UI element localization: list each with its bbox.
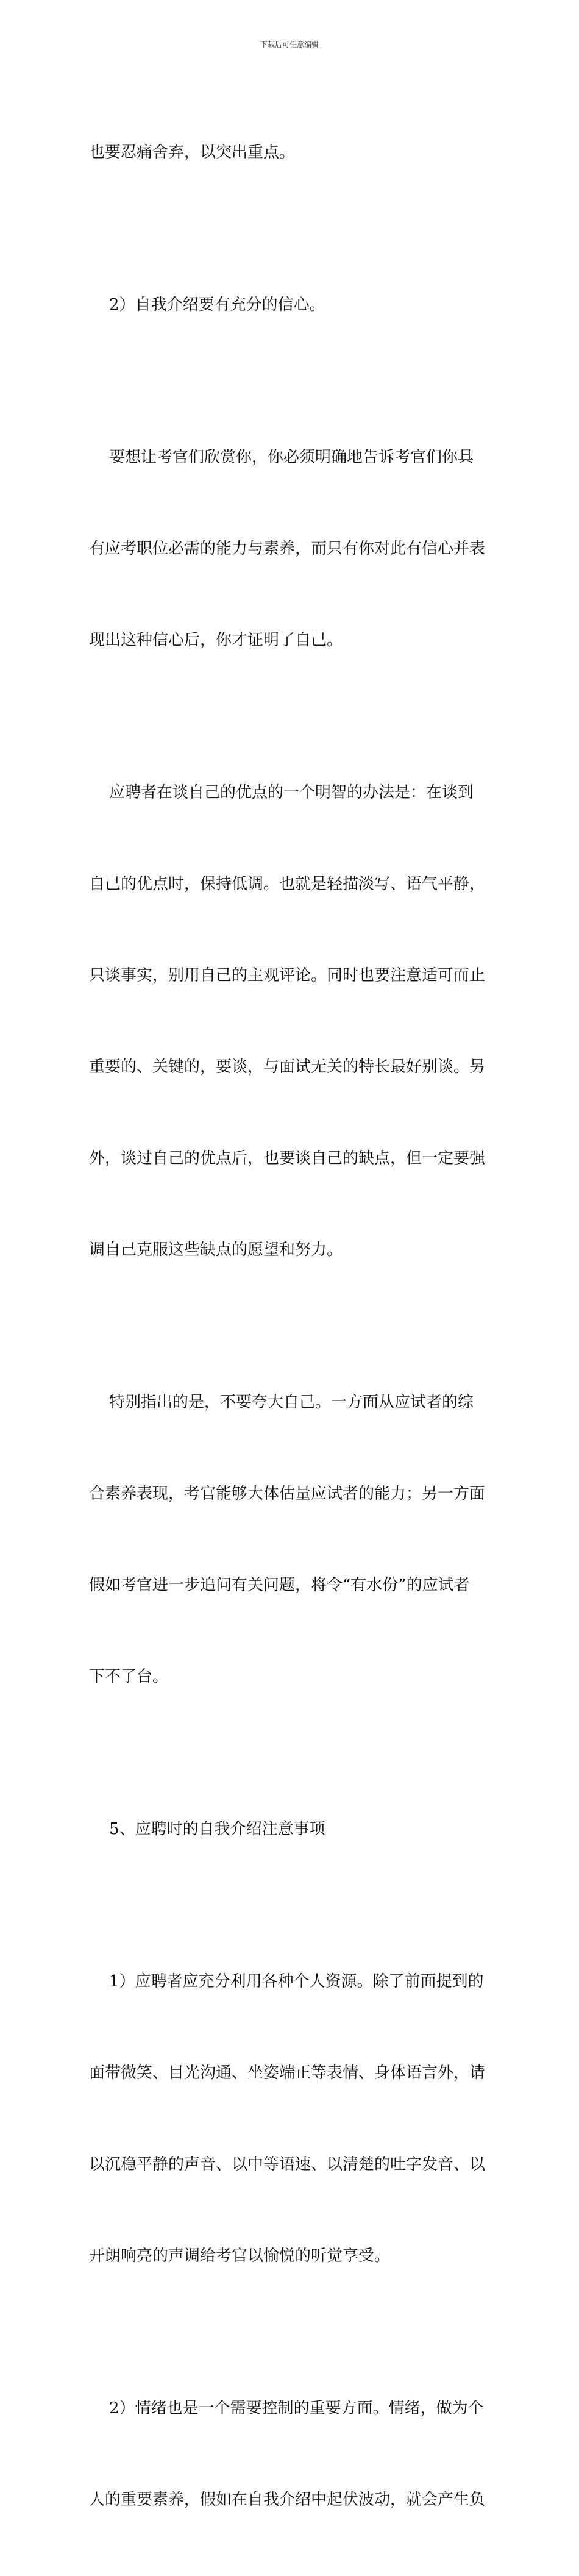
text-line: 外，谈过自己的优点后，也要谈自己的缺点，但一定要强 [89, 1149, 486, 1168]
text-line: 下不了台。 [89, 1668, 169, 1686]
text-line: 应聘者在谈自己的优点的一个明智的办法是：在谈到 [89, 783, 474, 802]
page-header: 下载后可任意编辑 [260, 40, 319, 49]
text-line: 要想让考官们欣赏你，你必须明确地告诉考官们你具 [89, 448, 474, 466]
text-line: 以沉稳平静的声音、以中等语速、以清楚的吐字发音、以 [89, 2155, 486, 2174]
paragraph [89, 381, 496, 716]
text-line: 只谈事实，别用自己的主观评论。同时也要注意适可而止 [89, 966, 486, 985]
paragraph [89, 229, 496, 381]
text-line: 2）自我介绍要有充分的信心。 [89, 296, 325, 314]
paragraph [89, 76, 496, 229]
text-line: 面带微笑、目光沟通、坐姿端正等表情、身体语言外，请 [89, 2064, 486, 2082]
text-line: 特别指出的是，不要夸大自己。一方面从应试者的综 [89, 1393, 474, 1411]
text-line: 1）应聘者应充分利用各种个人资源。除了前面提到的 [89, 1972, 484, 1991]
text-line: 假如考官进一步追问有关问题，将令“有水份”的应试者 [89, 1576, 470, 1594]
text-line: 人的重要素养，假如在自我介绍中起伏波动，就会产生负 [89, 2491, 486, 2509]
text-line: 调自己克服这些缺点的愿望和努力。 [89, 1241, 343, 1259]
text-line: 5、应聘时的自我介绍注意事项 [89, 1820, 325, 1838]
text-line: 现出这种信心后，你才证明了自己。 [89, 631, 343, 649]
text-line: 自己的优点时，保持低调。也就是轻描淡写、语气平静， [89, 875, 486, 893]
section-heading [89, 1753, 496, 1905]
text-line: 也要忍痛舍弃，以突出重点。 [89, 143, 296, 162]
text-line: 重要的、关键的，要谈，与面试无关的特长最好别谈。另 [89, 1058, 486, 1076]
paragraph [89, 716, 496, 1326]
paragraph [89, 2332, 496, 2576]
text-line: 开朗响亮的声调给考官以愉悦的听觉享受。 [89, 2247, 391, 2265]
text-line: 合素养表现，考官能够大体估量应试者的能力；另一方面 [89, 1485, 486, 1503]
paragraph [89, 1326, 496, 1753]
document-body [89, 76, 496, 2576]
paragraph [89, 1905, 496, 2332]
text-line: 有应考职位必需的能力与素养，而只有你对此有信心并表 [89, 540, 486, 558]
text-line: 2）情绪也是一个需要控制的重要方面。情绪，做为个 [89, 2399, 484, 2417]
